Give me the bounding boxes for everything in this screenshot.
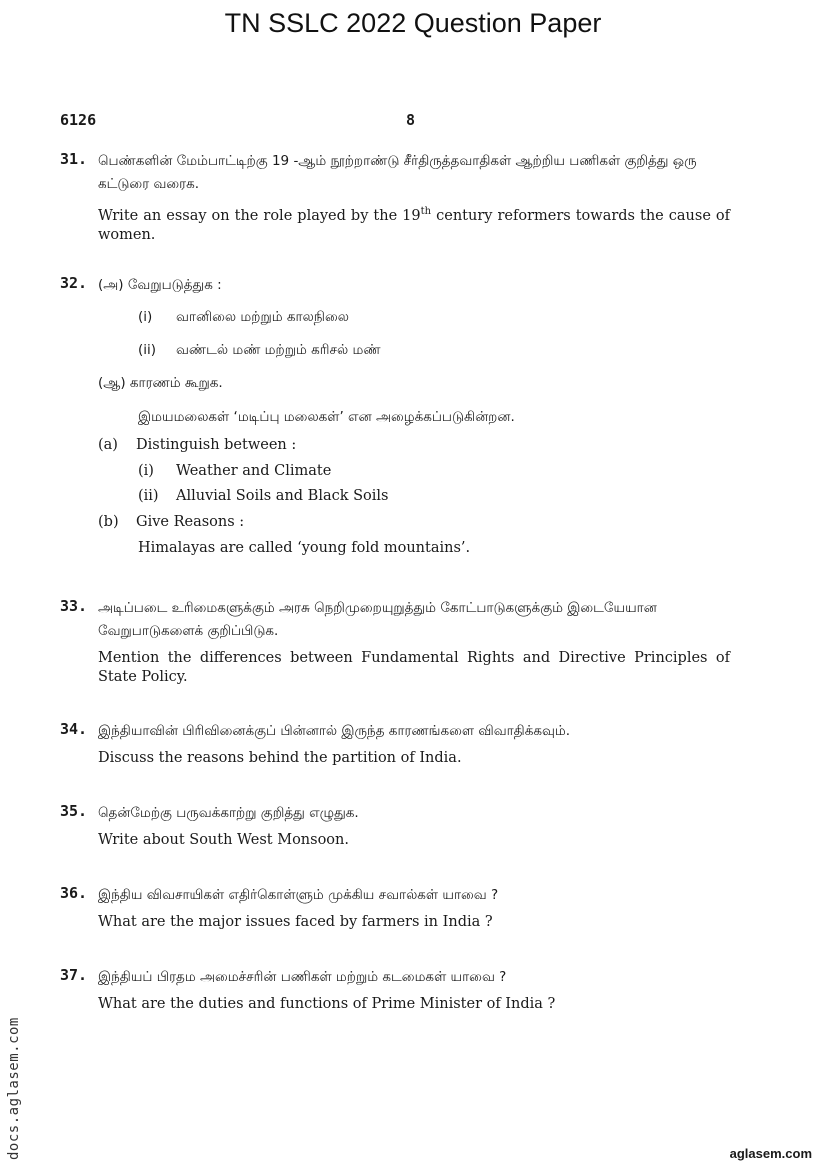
side-watermark: docs.aglasem.com	[6, 1017, 22, 1160]
english-part-b-detail: Himalayas are called ‘young fold mountains’.	[138, 540, 471, 556]
english-part-a-ii: (ii) Alluvial Soils and Black Soils	[138, 488, 389, 504]
question-number: 33.	[60, 597, 88, 615]
english-part-a: (a) Distinguish between :	[98, 437, 297, 453]
question-tamil: இந்தியாவின் பிரிவினைக்குப் பின்னால் இருந்த காரணங்களை விவாதிக்கவும்.	[98, 723, 571, 739]
tamil-part-b-detail: இமயமலைகள் ‘மடிப்பு மலைகள்’ என அழைக்கப்படுகின்றன.	[138, 409, 515, 425]
question-34	[60, 720, 730, 768]
question-english: What are the duties and functions of Prime Minister of India ?	[98, 996, 556, 1012]
question-tamil: தென்மேற்கு பருவக்காற்று குறித்து எழுதுக.	[98, 805, 359, 821]
question-number: 31.	[60, 150, 88, 168]
question-tamil: இந்தியப் பிரதம அமைச்சரின் பணிகள் மற்றும் கடமைகள் யாவை ?	[98, 969, 507, 985]
question-number: 32.	[60, 274, 88, 292]
question-number: 34.	[60, 720, 88, 738]
question-37	[60, 966, 730, 1014]
english-part-a-i: (i) Weather and Climate	[138, 463, 332, 479]
question-english: Mention the differences between Fundamental Rights and Directive Principles of State Policy.	[98, 650, 730, 685]
page-banner-title: TN SSLC 2022 Question Paper	[224, 8, 602, 38]
question-35	[60, 802, 730, 850]
question-number: 37.	[60, 966, 88, 984]
question-tamil: பெண்களின் மேம்பாட்டிற்கு 19 -ஆம் நூற்றாண்டு சீர்திருத்தவாதிகள் ஆற்றிய பணிகள் குறித்து ஒரு கட்டுரை வரைக.	[98, 153, 697, 192]
question-tamil: அடிப்படை உரிமைகளுக்கும் அரசு நெறிமுறையுறுத்தும் கோட்பாடுகளுக்கும் இடையேயான வேறுபாடுகளைக் குறிப்பிடுக.	[98, 600, 657, 639]
question-32	[60, 274, 730, 574]
question-tamil: இந்திய விவசாயிகள் எதிர்கொள்ளும் முக்கிய சவால்கள் யாவை ?	[98, 887, 499, 903]
question-english: Discuss the reasons behind the partition of India.	[98, 750, 462, 766]
tamil-part-b: (ஆ) காரணம் கூறுக.	[98, 375, 223, 391]
question-english: What are the major issues faced by farmers in India ?	[98, 914, 493, 930]
question-number: 36.	[60, 884, 88, 902]
paper-code: 6126	[60, 111, 97, 129]
question-31	[60, 150, 730, 245]
tamil-part-a: (அ) வேறுபடுத்துக :	[98, 277, 222, 293]
question-number: 35.	[60, 802, 88, 820]
english-part-b: (b) Give Reasons :	[98, 514, 245, 530]
question-36	[60, 884, 730, 932]
tamil-part-a-ii: (ii) வண்டல் மண் மற்றும் கரிசல் மண்	[138, 342, 381, 358]
page-number: 8	[406, 111, 416, 129]
tamil-part-a-i: (i) வானிலை மற்றும் காலநிலை	[138, 309, 349, 325]
question-33	[60, 597, 730, 687]
question-english: Write about South West Monsoon.	[98, 832, 349, 848]
footer-brand: aglasem.com	[729, 1146, 812, 1161]
question-english: Write an essay on the role played by the 19th century reformers towards the cause of women.	[98, 206, 731, 243]
